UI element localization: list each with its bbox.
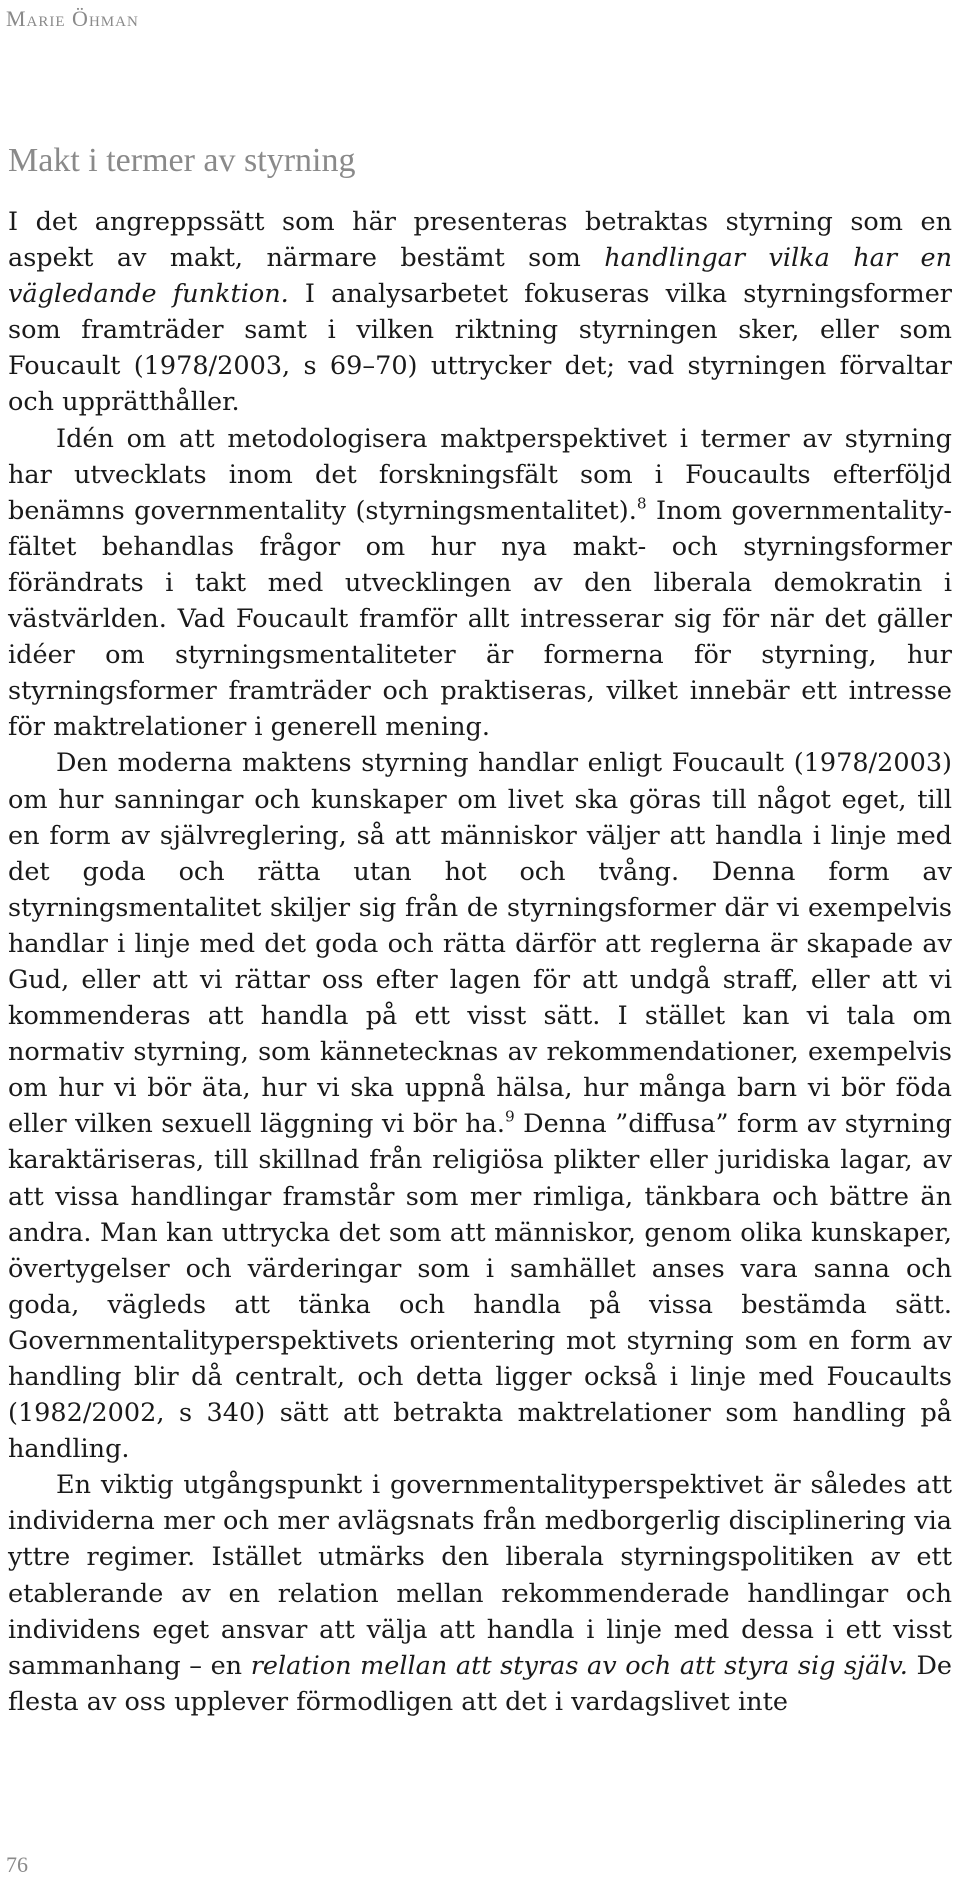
footnote-ref-9: 9 [504,1107,515,1126]
paragraph-4-text-b: De flesta av oss upplever förmodligen att det i vardagslivet inte [8,1650,952,1717]
section-heading: Makt i termer av styrning [8,142,356,179]
paragraph-2-text-b: Inom governmentality-fältet behandlas frågor om hur nya makt- och styrningsformer förändrats i takt med utvecklingen av den liberala demokratin i västvärlden. Vad Foucault framför allt intresserar sig för när det gäller idéer om styrningsmentaliteter är formerna för styrning, hur styrningsformer framträder och praktiseras, vilket innebär ett intresse för maktrelationer i generell mening. [8,495,952,743]
paragraph-1-text-b: I analysarbetet fokuseras vilka styrningsformer som framträder samt i vilken riktning styrningen sker, eller som Foucault (1978/2003, s 69–70) uttrycker det; vad styrningen förvaltar och upprätthåller. [8,279,952,418]
paragraph-1-italic: handlingar vilka har en vägledande funktion. [8,243,953,310]
paragraph-4-italic: relation mellan att styras av och att styra sig själv. [250,1650,908,1681]
paragraph-3 [8,745,952,1467]
paragraph-4 [8,1467,952,1720]
page-number: 76 [6,1852,28,1877]
paragraph-2-text-a: Idén om att metodologisera maktperspektivet i termer av styrning har utvecklats inom det forskningsfält som i Foucaults efterföljd benämns governmentality (styrningsmentalitet). [8,423,952,526]
paragraph-3-text-a: Den moderna maktens styrning handlar enligt Foucault (1978/2003) om hur sanningar och kunskaper om livet ska göras till något eget, till en form av självreglering, så att människor väljer att handla i linje med det goda och rätta utan hot och tvång. Denna form av styrningsmentalitet skiljer sig från de styrningsformer där vi exempelvis handlar i linje med det goda och rätta därför att reglerna är skapade av Gud, eller att vi rättar oss efter lagen för att undgå straff, eller att vi kommenderas att handla på ett visst sätt. I stället kan vi tala om normativ styrning, som kännetecknas av rekommendationer, exempelvis om hur vi bör äta, hur vi ska uppnå hälsa, hur många barn vi bör föda eller vilken sexuell läggning vi bör ha. [8,748,952,1140]
paragraph-3-text-b: Denna ”diffusa” form av styrning karaktäriseras, till skillnad från religiösa plikter eller juridiska lagar, av att vissa handlingar framstår som mer rimliga, tänkbara och bättre än andra. Man kan uttrycka det som att människor, genom olika kunskaper, övertygelser och värderingar som i samhället anses vara sanna och goda, vägleds att tänka och handla på vissa bestämda sätt. Governmentalityperspektivets orientering mot styrning som en form av handling blir då centralt, och detta ligger också i linje med Foucaults (1982/2002, s 340) sätt att betrakta maktrelationer som handling på handling. [8,1109,952,1465]
footnote-ref-8: 8 [636,494,647,513]
paragraph-1-text-a: I det angreppssätt som här presenteras betraktas styrning som en aspekt av makt, närmare bestämt som [8,207,952,274]
paragraph-4-text-a: En viktig utgångspunkt i governmentalityperspektivet är således att individerna mer och mer avlägsnats från medborgerlig disciplinering via yttre regimer. Istället utmärks den liberala styrningspolitiken av ett etablerande av en relation mellan rekommenderade handlingar och individens eget ansvar att välja att handla i linje med dessa i ett visst sammanhang – en [8,1470,952,1681]
running-head-author: Marie Öhman [6,6,139,31]
paragraph-1 [8,204,952,421]
body-text [8,204,952,1720]
paragraph-2 [8,421,952,746]
